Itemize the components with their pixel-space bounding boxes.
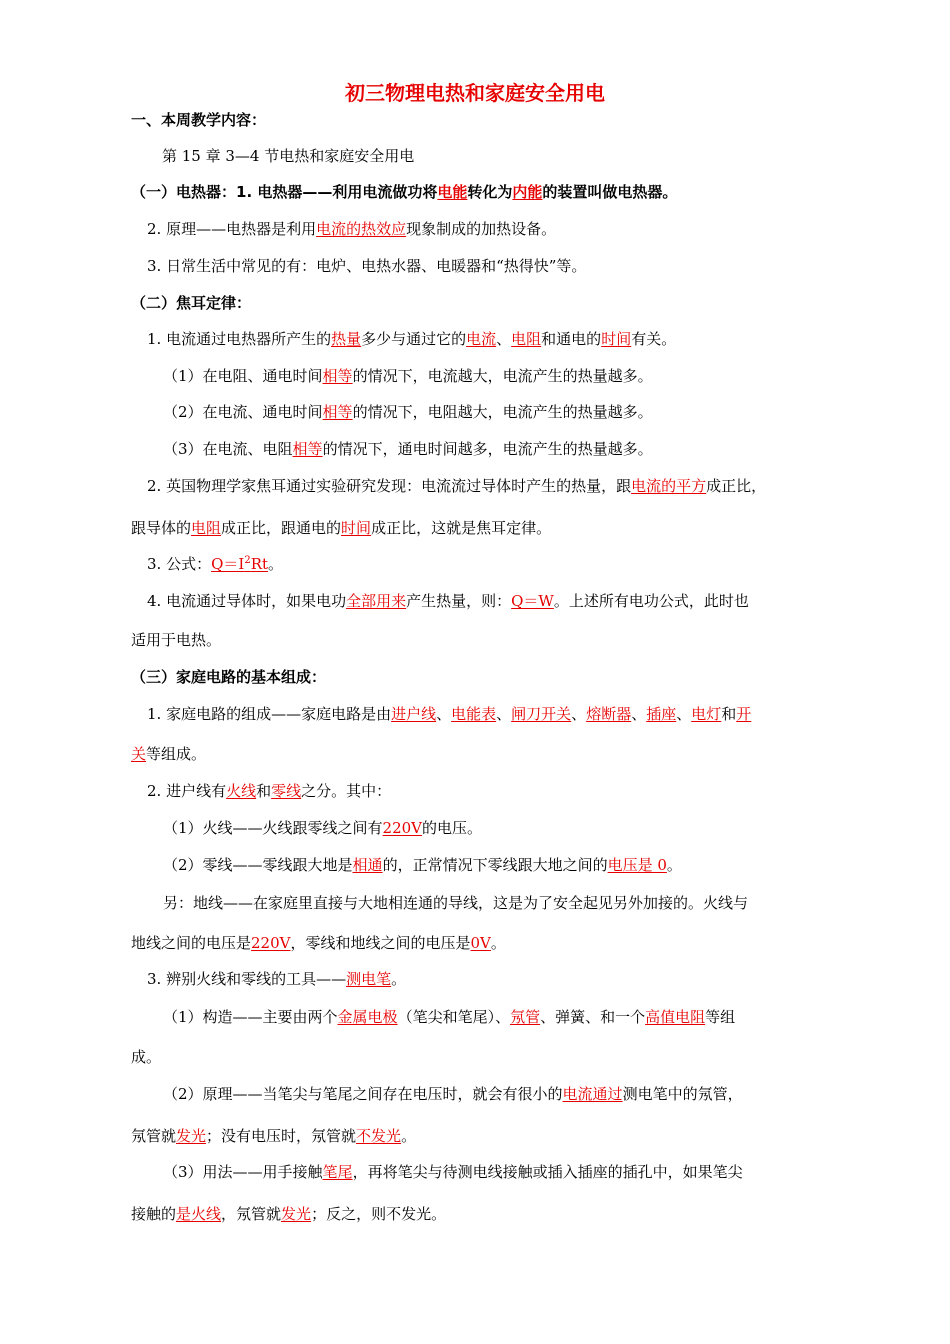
list-item-joule-1: （1）在电阻、通电时间相等的情况下，电流越大，电流产生的热量越多。 — [163, 367, 653, 385]
paragraph-joule-formula: 3. 公式：$Q=I^2Rt$。 — [147, 555, 284, 573]
paragraph-ground-wire-line1: 另：地线——在家庭里直接与大地相连通的导线，这是为了安全起见另外加接的。火线与 — [163, 894, 749, 912]
paragraph-heater-principle: 2. 原理——电热器是利用电流的热效应现象制成的加热设备。 — [147, 220, 557, 238]
document-title: 初三物理电热和家庭安全用电 — [345, 81, 605, 105]
list-item-joule-3: （3）在电流、电阻相等的情况下，通电时间越多，电流产生的热量越多。 — [163, 440, 653, 458]
paragraph-joule-discovery-line2: 跟导体的电阻成正比，跟通电的时间成正比，这就是焦耳定律。 — [131, 519, 552, 537]
chapter-line: 第 15 章 3—4 节电热和家庭安全用电 — [162, 147, 415, 165]
paragraph-joule-factors: 1. 电流通过电热器所产生的热量多少与通过它的电流、电阻和通电的时间有关。 — [147, 330, 677, 348]
paragraph-service-wires: 2. 进户线有火线和零线之分。其中： — [147, 782, 392, 800]
list-item-pen-usage-line2: 接触的是火线，氖管就发光；反之，则不发光。 — [131, 1205, 447, 1223]
paragraph-test-pen: 3. 辨别火线和零线的工具——测电笔。 — [147, 970, 407, 988]
section-heading-heater: （一）电热器：1. 电热器——利用电流做功将电能转化为内能的装置叫做电热器。 — [131, 183, 678, 201]
paragraph-ground-wire-line2: 地线之间的电压是220V，零线和地线之间的电压是0V。 — [131, 934, 506, 952]
paragraph-circuit-components-line2: 关等组成。 — [131, 745, 207, 763]
list-item-neutral-wire: （2）零线——零线跟大地是相通的，正常情况下零线跟大地之间的电压是 0。 — [163, 856, 682, 874]
paragraph-joule-equal-work-line2: 适用于电热。 — [131, 631, 222, 649]
paragraph-circuit-components-line1: 1. 家庭电路的组成——家庭电路是由进户线、电能表、闸刀开关、熔断器、插座、电灯和开 — [147, 705, 752, 723]
list-item-pen-structure-line2: 成。 — [131, 1048, 162, 1066]
section-heading-weekly-content: 一、本周教学内容： — [131, 111, 267, 129]
section-heading-joule-law: （二）焦耳定律： — [131, 294, 252, 312]
paragraph-heater-examples: 3. 日常生活中常见的有：电炉、电热水器、电暖器和“热得快”等。 — [147, 257, 587, 275]
paragraph-joule-equal-work-line1: 4. 电流通过导体时，如果电功全部用来产生热量，则：Q＝W。上述所有电功公式，此时也 — [147, 592, 749, 610]
list-item-pen-principle-line2: 氖管就发光；没有电压时，氖管就不发光。 — [131, 1127, 417, 1145]
list-item-live-wire: （1）火线——火线跟零线之间有220V的电压。 — [163, 819, 483, 837]
list-item-pen-usage-line1: （3）用法——用手接触笔尾，再将笔尖与待测电线接触或插入插座的插孔中，如果笔尖 — [163, 1163, 743, 1181]
section-heading-home-circuit: （三）家庭电路的基本组成： — [131, 668, 327, 686]
list-item-pen-principle-line1: （2）原理——当笔尖与笔尾之间存在电压时，就会有很小的电流通过测电笔中的氖管， — [163, 1085, 743, 1103]
list-item-joule-2: （2）在电流、通电时间相等的情况下，电阻越大，电流产生的热量越多。 — [163, 403, 653, 421]
paragraph-joule-discovery-line1: 2. 英国物理学家焦耳通过实验研究发现：电流流过导体时产生的热量，跟电流的平方成正比， — [147, 477, 767, 495]
list-item-pen-structure-line1: （1）构造——主要由两个金属电极（笔尖和笔尾）、氖管、弹簧、和一个高值电阻等组 — [163, 1008, 736, 1026]
